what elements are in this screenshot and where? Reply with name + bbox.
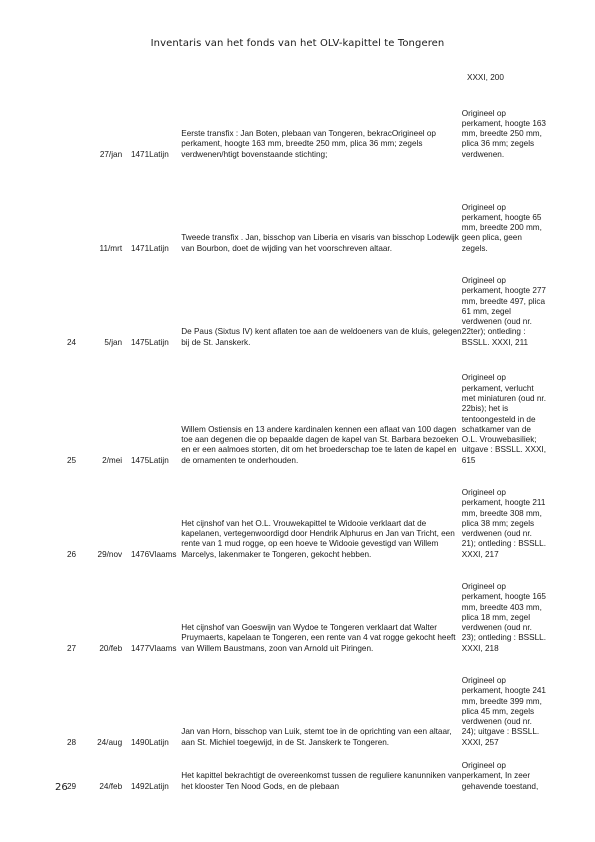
- item-physical-note: Origineel op perkament, verlucht met miniaturen (oud nr. 22bis); het is tentoongesteld in de schatkamer van de O.L. Vrouwebasiliek; uitgave : BSSLL. XXXI, 615: [461, 373, 546, 465]
- item-date: 11/mrt: [99, 243, 123, 253]
- page-header: Inventaris van het fonds van het OLV-kapittel te Tongeren: [150, 38, 445, 49]
- item-description: Het cijnshof van het O.L. Vrouwekapittel te Widooie verklaart dat de kapelanen, vertegenwoordigd door Hendrik Alphurus en Jan van Tricht, een rente van 1 mud rogge, op een hoeve te Widooie gevestigd van Willem Marcelys, lakenmaker te Tongeren, gekocht hebben.: [181, 518, 455, 559]
- item-year: 1471: [130, 243, 150, 253]
- item-date: 20/feb: [99, 643, 123, 653]
- continued-note: XXXI, 200: [467, 73, 504, 82]
- item-description: Eerste transfix : Jan Boten, plebaan van Tongeren, bekracOrigineel op perkament, hoogte 163 mm, breedte 250 mm, plica 36 mm; zegels verdwenen/htigt bovenstaande stichting;: [181, 129, 436, 159]
- item-description: Het cijnshof van Goeswijn van Wydoe te Tongeren verklaart dat Walter Pruymaerts, kapelaan te Tongeren, een rente van 4 vat rogge gekocht heeft van Willem Baustmans, zoon van Arnold uit Piringen.: [181, 623, 456, 653]
- inventory-row: [47, 160, 547, 254]
- item-physical-note: Origineel op perkament, hoogte 211 mm, breedte 308 mm, plica 38 mm; zegels verdwenen (oud nr. 21); ontleding : BSSLL. XXXI, 217: [461, 487, 546, 559]
- item-description: Tweede transfix . Jan, bisschop van Liberia en visaris van bisschop Lodewijk van Bourbon, doet de wijding van het voorschreven altaar.: [181, 233, 459, 253]
- item-number: 25: [66, 455, 77, 465]
- item-description: De Paus (Sixtus IV) kent aflaten toe aan de weldoeners van de kluis, gelegen bij de St. Janskerk.: [181, 327, 462, 347]
- item-language: Latijn: [149, 781, 169, 791]
- item-year: 1475: [130, 337, 150, 347]
- item-description: Het kapittel bekrachtigt de overeenkomst tussen de reguliere kanunniken van het klooster Ten Nood Gods, en de plebaan: [181, 771, 462, 791]
- item-language: Latijn: [149, 243, 169, 253]
- item-number: [47, 90, 76, 160]
- item-physical-note: Origineel op perkament, hoogte 163 mm, breedte 250 mm, plica 36 mm; zegels verdwenen.: [461, 108, 546, 159]
- inventory-table: [47, 90, 547, 792]
- item-number: 28: [66, 737, 77, 747]
- item-physical-note: Origineel op perkament, hoogte 277 mm, breedte 497, plica 61 mm, zegel verdwenen (oud nr. 22ter); ontleding : BSSLL. XXXI, 211: [461, 275, 546, 347]
- item-date: 24/aug: [97, 737, 123, 747]
- item-number: 29: [66, 781, 77, 791]
- item-language: Latijn: [149, 737, 169, 747]
- item-number: 27: [66, 643, 77, 653]
- item-date: 29/nov: [97, 549, 123, 559]
- inventory-row: [47, 748, 547, 792]
- item-year: 1476: [130, 549, 150, 559]
- item-language: Vlaams: [149, 549, 177, 559]
- item-language: Latijn: [149, 149, 169, 159]
- item-year: 1477: [130, 643, 150, 653]
- inventory-row: [47, 348, 547, 466]
- item-date: 5/jan: [104, 337, 123, 347]
- item-number: 26: [66, 549, 77, 559]
- item-physical-note: Origineel op perkament, hoogte 241 mm, breedte 399 mm, plica 45 mm, zegels verdwenen (oud nr. 24); uitgave : BSSLL. XXXI, 257: [461, 675, 546, 747]
- item-date: 24/feb: [99, 781, 123, 791]
- item-year: 1475: [130, 455, 150, 465]
- item-language: Vlaams: [149, 643, 177, 653]
- item-description: Willem Ostiensis en 13 andere kardinalen kennen een aflaat van 100 dagen toe aan degenen die op bepaalde dagen de kapel van St. Barbara bezoeken en er een aalmoes storten, dit om het broederschap toe te laten de kapel en de ornamenten te onderhouden.: [181, 424, 459, 465]
- item-year: 1490: [130, 737, 150, 747]
- item-physical-note: Origineel op perkament, hoogte 65 mm, breedte 200 mm, geen plica, geen zegels.: [461, 202, 542, 253]
- inventory-row: [47, 90, 547, 160]
- item-date: 2/mei: [102, 455, 123, 465]
- item-year: 1471: [130, 149, 150, 159]
- item-date: 27/jan: [99, 149, 123, 159]
- inventory-row: [47, 466, 547, 560]
- item-number: [47, 160, 76, 254]
- item-physical-note: Origineel op perkament, In zeer gehavende toestand,: [461, 761, 539, 791]
- item-number: 24: [66, 337, 77, 347]
- inventory-row: [47, 654, 547, 748]
- item-description: Jan van Horn, bisschop van Luik, stemt toe in de oprichting van een altaar, aan St. Michiel toegewijd, in de St. Janskerk te Tongeren.: [181, 727, 452, 747]
- item-year: 1492: [130, 781, 150, 791]
- page-number: 26: [55, 782, 68, 793]
- item-physical-note: Origineel op perkament, hoogte 165 mm, breedte 403 mm, plica 18 mm, zegel verdwenen (oud nr. 23); ontleding : BSSLL. XXXI, 218: [461, 581, 546, 653]
- inventory-row: [47, 254, 547, 348]
- item-language: Latijn: [149, 455, 169, 465]
- item-language: Latijn: [149, 337, 169, 347]
- inventory-row: [47, 560, 547, 654]
